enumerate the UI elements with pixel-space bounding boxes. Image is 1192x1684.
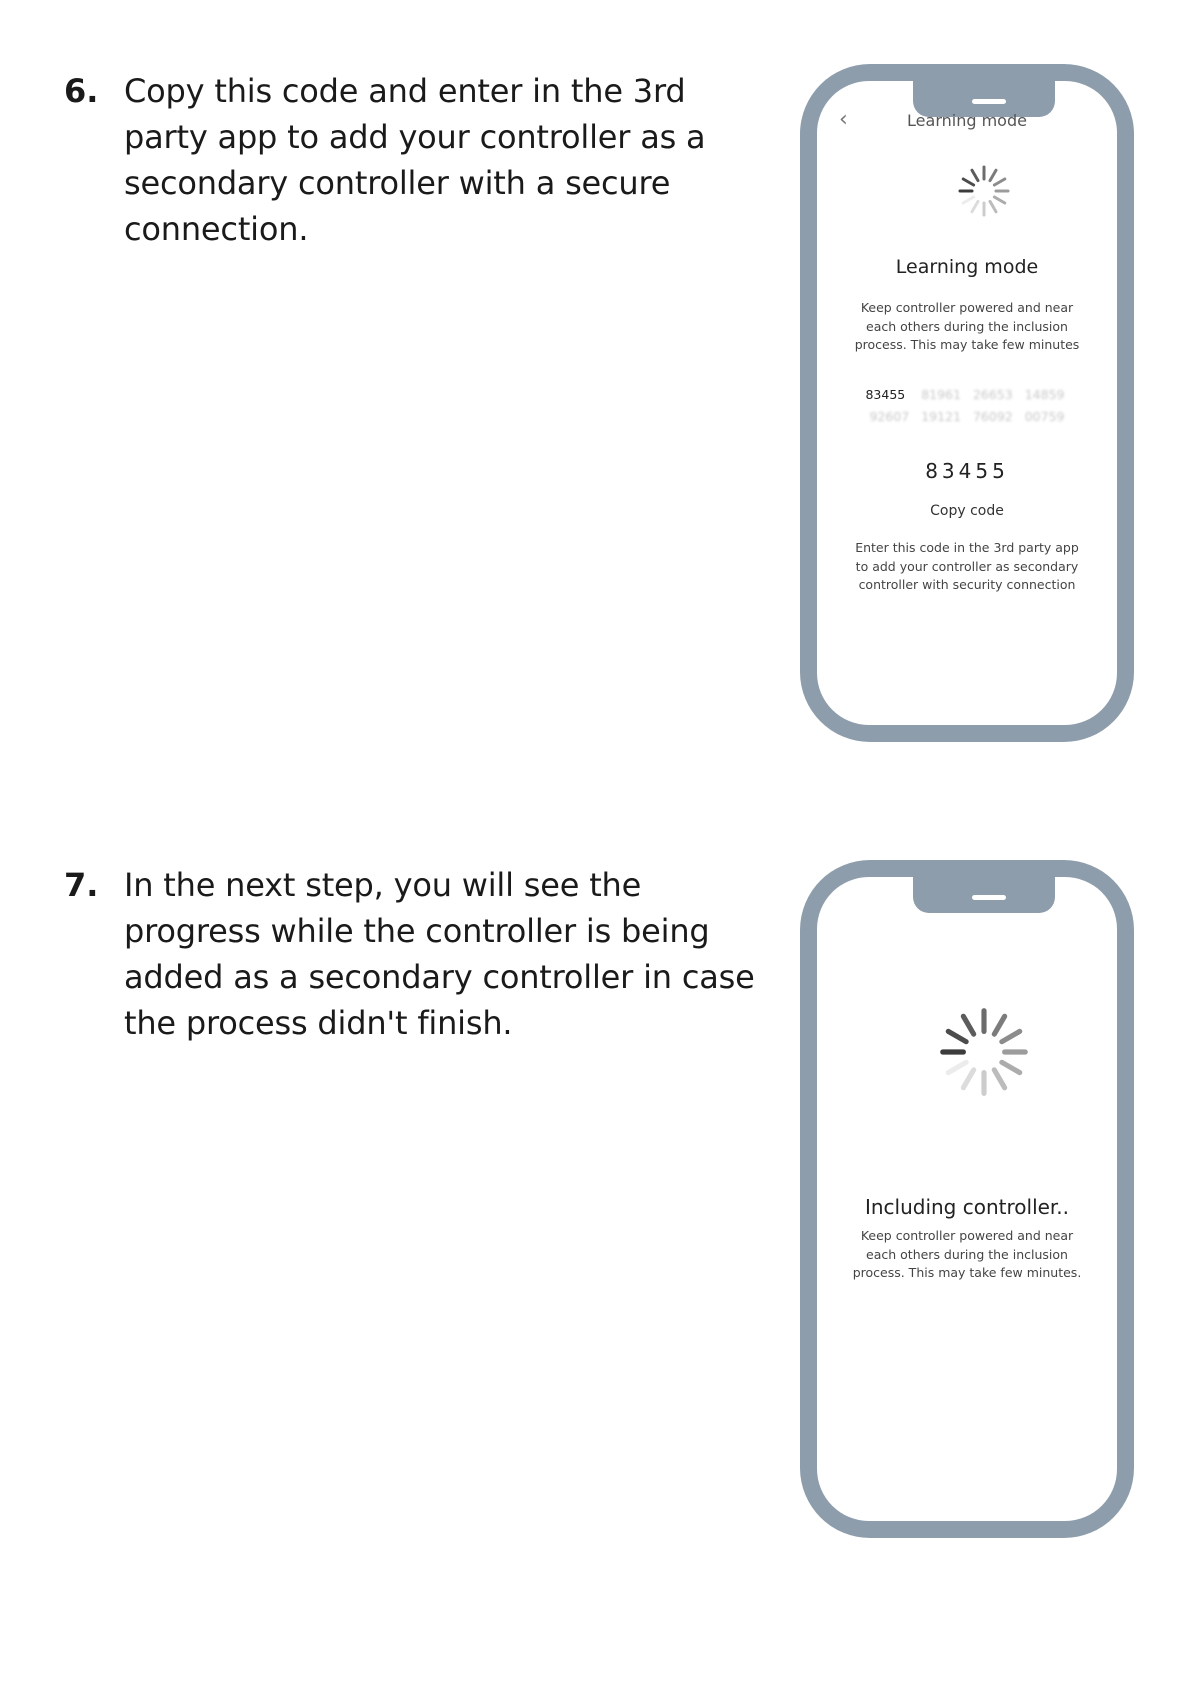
phone-screen	[817, 81, 1117, 725]
step-number: 7.	[64, 866, 99, 904]
chevron-left-icon[interactable]: ‹	[839, 107, 848, 132]
screen-title: Including controller..	[864, 1195, 1070, 1219]
spinner-spoke	[963, 197, 973, 203]
dsk-line-1	[817, 387, 1117, 402]
step-instruction: In the next step, you will see the progress while the controller is being added as a secondary controller in case the process didn't finish.	[124, 866, 755, 1042]
dsk-first-block: 83455	[865, 387, 906, 402]
step-7	[64, 862, 764, 1052]
spinner-spoke	[1002, 1031, 1020, 1041]
phone-mockup-learning-mode	[800, 64, 1134, 742]
code-instruction: Enter this code in the 3rd party app to add your controller as secondary controller with security connection	[855, 540, 1079, 592]
spinner-spoke	[994, 179, 1004, 185]
dsk-block: 14859	[1024, 387, 1065, 402]
spinner-spoke	[994, 197, 1004, 203]
dsk-block: 19121	[921, 409, 961, 424]
dsk-block: 76092	[972, 409, 1013, 424]
dsk-block: 00759	[1024, 409, 1065, 424]
dsk-line-2	[817, 409, 1117, 424]
spinner-spoke	[1002, 1062, 1020, 1072]
spinner-spoke	[994, 1016, 1004, 1034]
screen-description: Keep controller powered and near each others during the inclusion process. This may take few minutes.	[852, 1228, 1082, 1280]
step-6	[64, 68, 764, 248]
phone-mockup-including	[800, 860, 1134, 1538]
spinner-spoke	[990, 201, 996, 211]
dsk-block: 92607	[869, 409, 910, 424]
dsk-block: 26653	[972, 387, 1013, 402]
spinner-spoke	[972, 170, 978, 180]
pin-code: 83455	[925, 459, 1009, 483]
spinner-spoke	[990, 170, 996, 180]
phone-screen	[817, 877, 1117, 1521]
step-number: 6.	[64, 72, 99, 110]
step-instruction: Copy this code and enter in the 3rd party app to add your controller as a secondary controller with a secure connection.	[124, 72, 706, 248]
spinner-spoke	[963, 1070, 973, 1088]
phone-speaker	[972, 895, 1006, 900]
loading-spinner-icon	[929, 997, 1039, 1107]
copy-code-button[interactable]: Copy code	[930, 503, 1004, 519]
screen-description: Keep controller powered and near each others during the inclusion process. This may take few minutes	[854, 300, 1080, 352]
screen-title: Learning mode	[895, 256, 1039, 278]
spinner-spoke	[963, 179, 973, 185]
spinner-spoke	[994, 1070, 1004, 1088]
loading-spinner-icon	[952, 159, 1016, 223]
phone-speaker	[972, 99, 1006, 104]
nav-title: Learning mode	[907, 111, 1027, 130]
spinner-spoke	[948, 1031, 966, 1041]
spinner-spoke	[972, 201, 978, 211]
dsk-block: 81961	[921, 387, 961, 402]
spinner-spoke	[963, 1016, 973, 1034]
spinner-spoke	[948, 1062, 966, 1072]
